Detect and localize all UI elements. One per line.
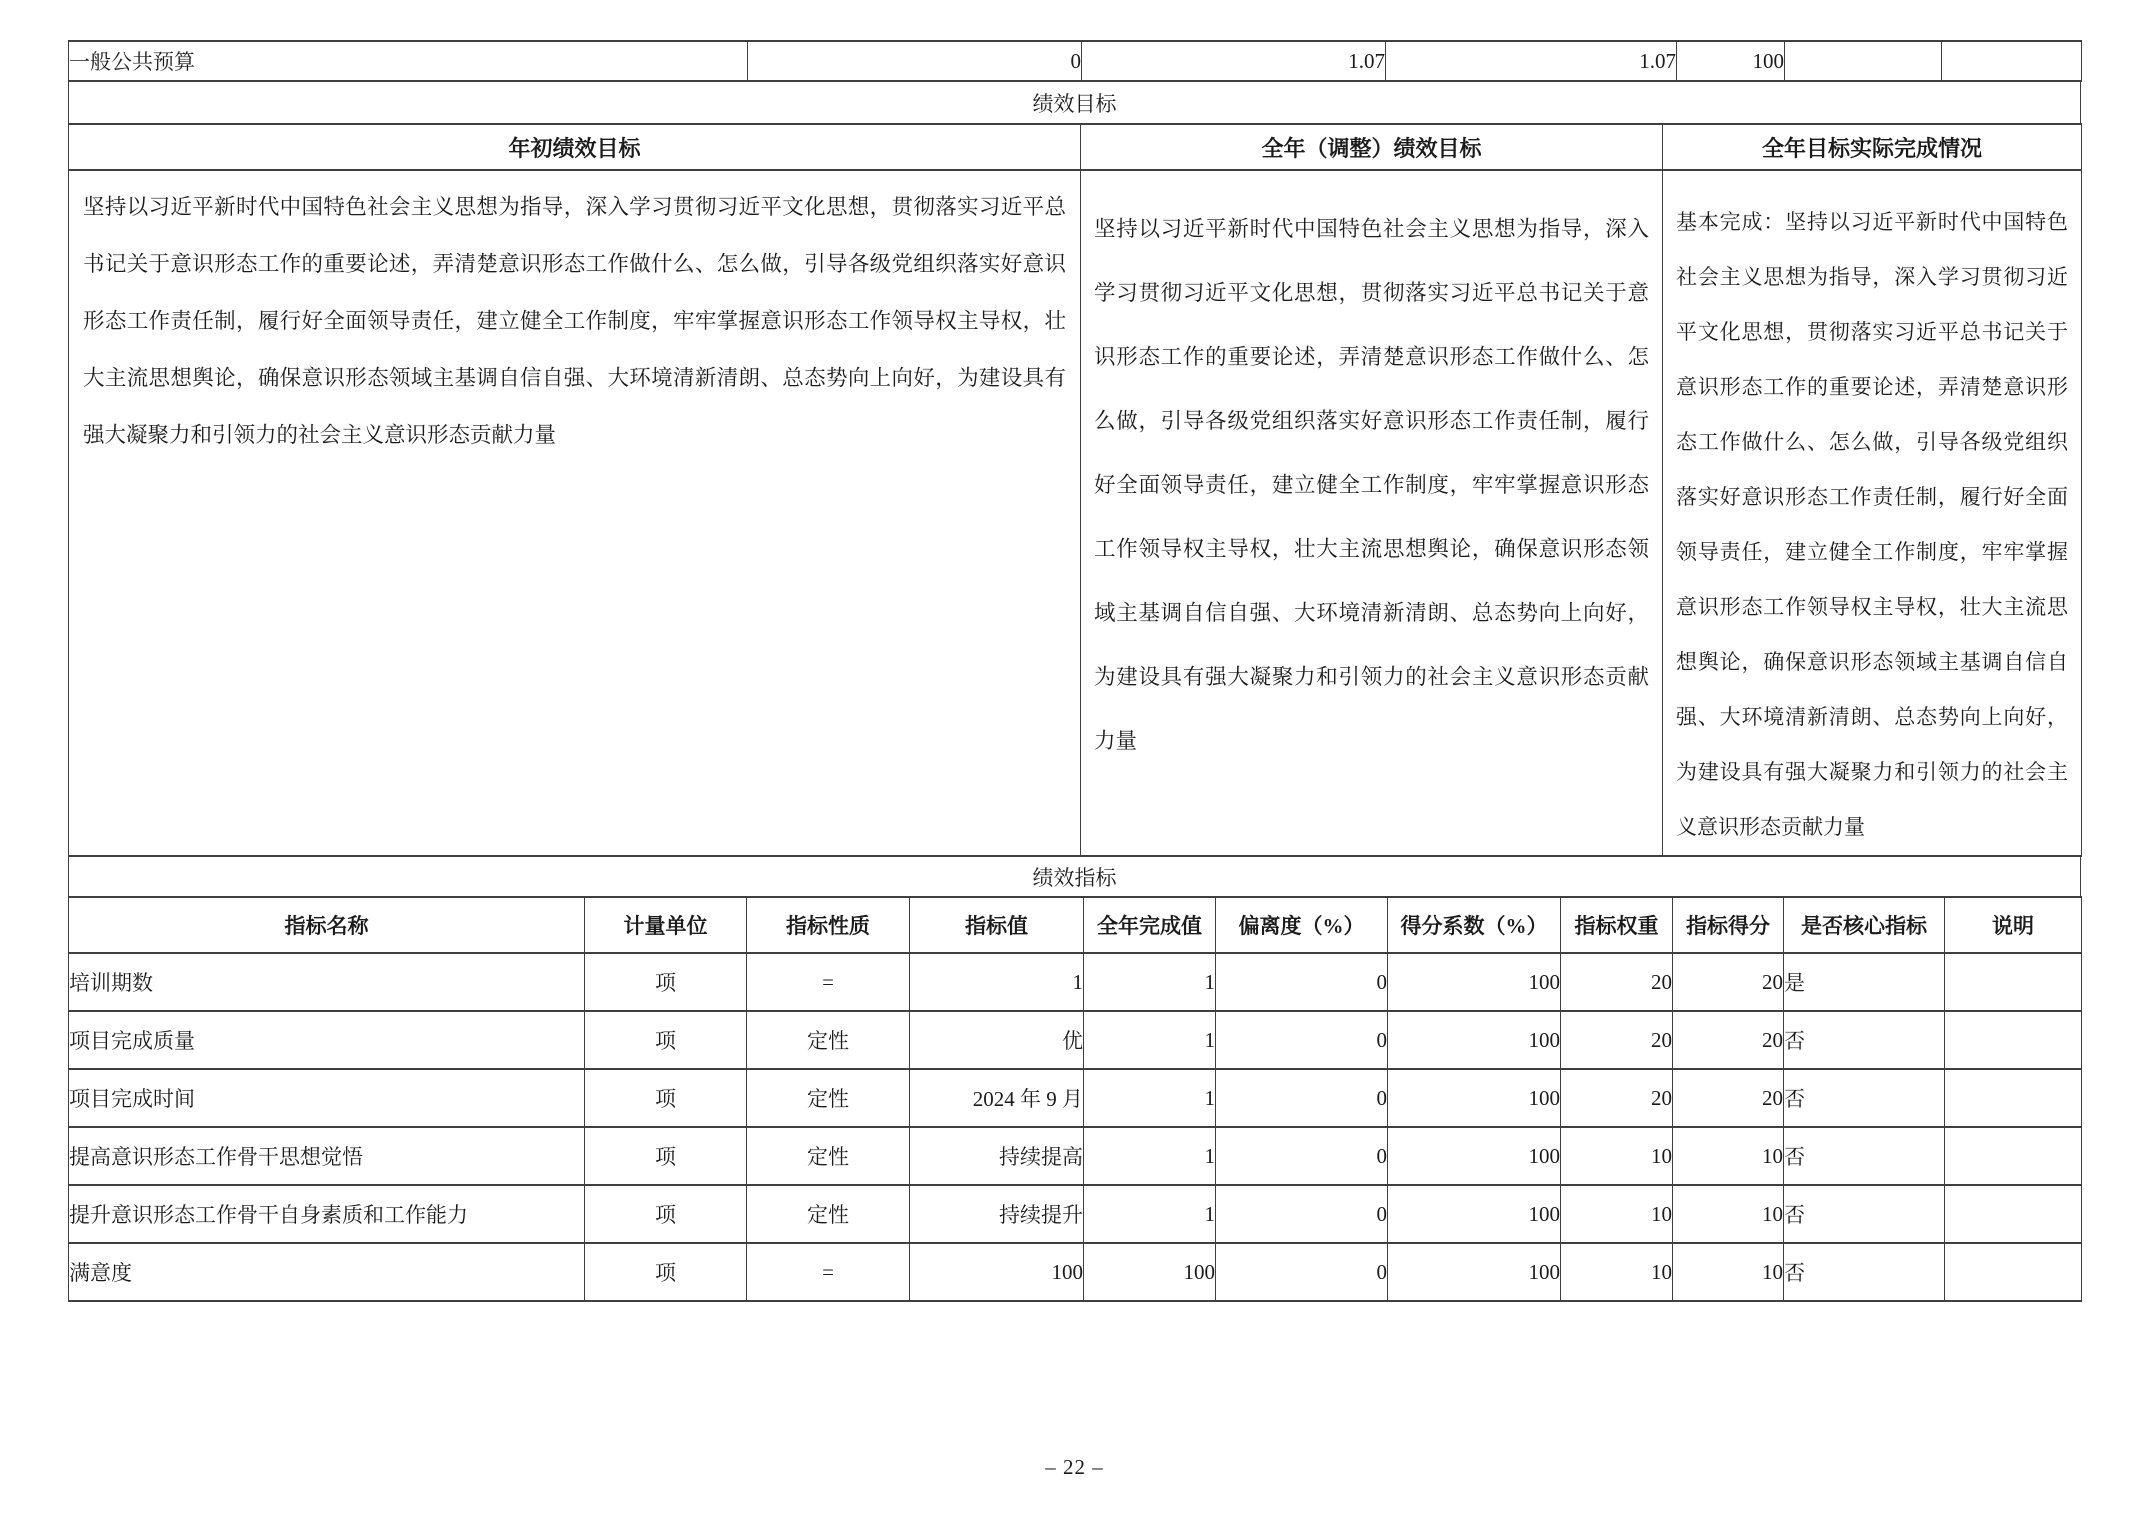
indicator-cell: 是 bbox=[1784, 953, 1945, 1011]
performance-goals-title: 绩效目标 bbox=[69, 81, 2081, 124]
indicator-cell: 0 bbox=[1216, 1185, 1388, 1243]
goal-paragraph-actual: 基本完成：坚持以习近平新时代中国特色社会主义思想为指导，深入学习贯彻习近平文化思想，贯彻落实习近平总书记关于意识形态工作的重要论述，弄清楚意识形态工作做什么、怎么做，引导各级党组织落实好意识形态工作责任制，履行好全面领导责任，建立健全工作制度，牢牢掌握意识形态工作领导权主导权，壮大主流思想舆论，确保意识形态领域主基调自信自强、大环境清新清朗、总态势向上向好，为建设具有强大凝聚力和引领力的社会主义意识形态贡献力量 bbox=[1676, 210, 2068, 839]
indicator-cell: 否 bbox=[1784, 1011, 1945, 1069]
indicator-cell: 2024 年 9 月 bbox=[910, 1069, 1084, 1127]
indicator-column-header: 指标得分 bbox=[1673, 897, 1784, 953]
indicator-cell: 1 bbox=[1084, 953, 1216, 1011]
indicator-cell bbox=[1945, 1127, 2082, 1185]
indicator-cell: 0 bbox=[1216, 953, 1388, 1011]
indicator-cell: 项 bbox=[585, 1243, 747, 1301]
indicator-cell: = bbox=[747, 1243, 910, 1301]
indicator-cell: 项 bbox=[585, 953, 747, 1011]
indicator-column-header: 计量单位 bbox=[585, 897, 747, 953]
indicator-cell: 20 bbox=[1673, 1069, 1784, 1127]
indicator-column-header: 全年完成值 bbox=[1084, 897, 1216, 953]
goal-column-header: 年初绩效目标 bbox=[69, 124, 1081, 170]
goal-paragraph-initial: 坚持以习近平新时代中国特色社会主义思想为指导，深入学习贯彻习近平文化思想，贯彻落实习近平总书记关于意识形态工作的重要论述，弄清楚意识形态工作做什么、怎么做，引导各级党组织落实好意识形态工作责任制，履行好全面领导责任，建立健全工作制度，牢牢掌握意识形态工作领导权主导权，壮大主流思想舆论，确保意识形态领域主基调自信自强、大环境清新清朗、总态势向上向好，为建设具有强大凝聚力和引领力的社会主义意识形态贡献力量 bbox=[83, 195, 1066, 447]
goal-column-header: 全年目标实际完成情况 bbox=[1663, 124, 2082, 170]
indicator-column-header: 指标名称 bbox=[69, 897, 585, 953]
indicator-column-header: 偏离度（%） bbox=[1216, 897, 1388, 953]
indicator-cell: 满意度 bbox=[69, 1243, 585, 1301]
indicator-cell: 100 bbox=[1388, 1127, 1561, 1185]
goal-column-header: 全年（调整）绩效目标 bbox=[1081, 124, 1663, 170]
indicator-cell: 10 bbox=[1673, 1185, 1784, 1243]
indicator-cell: 10 bbox=[1561, 1127, 1673, 1185]
indicator-cell: 100 bbox=[1388, 1011, 1561, 1069]
indicator-cell: 1 bbox=[1084, 1011, 1216, 1069]
budget-row bbox=[69, 41, 2082, 81]
indicator-cell: 提升意识形态工作骨干自身素质和工作能力 bbox=[69, 1185, 585, 1243]
indicator-cell bbox=[1945, 1011, 2082, 1069]
indicator-row bbox=[69, 1243, 2082, 1301]
indicator-cell: 项目完成质量 bbox=[69, 1011, 585, 1069]
indicator-cell: 项目完成时间 bbox=[69, 1069, 585, 1127]
indicator-cell: 100 bbox=[1388, 1069, 1561, 1127]
indicator-cell: 0 bbox=[1216, 1127, 1388, 1185]
indicator-cell: 优 bbox=[910, 1011, 1084, 1069]
indicator-column-header: 指标权重 bbox=[1561, 897, 1673, 953]
indicator-cell: 1 bbox=[1084, 1069, 1216, 1127]
indicator-cell: 20 bbox=[1561, 953, 1673, 1011]
page-number: – 22 – bbox=[1045, 1455, 1104, 1479]
indicator-cell: 0 bbox=[1216, 1011, 1388, 1069]
indicator-cell: 定性 bbox=[747, 1185, 910, 1243]
indicator-column-header: 得分系数（%） bbox=[1388, 897, 1561, 953]
indicator-cell: 提高意识形态工作骨干思想觉悟 bbox=[69, 1127, 585, 1185]
goals-header-row bbox=[69, 124, 2082, 170]
indicator-cell: 定性 bbox=[747, 1011, 910, 1069]
indicator-cell: 100 bbox=[1388, 1243, 1561, 1301]
indicator-cell: 项 bbox=[585, 1127, 747, 1185]
indicator-cell: 10 bbox=[1673, 1243, 1784, 1301]
indicator-cell bbox=[1945, 1243, 2082, 1301]
performance-indicators-title-row bbox=[68, 855, 2081, 898]
indicator-cell: 定性 bbox=[747, 1127, 910, 1185]
indicator-cell: 100 bbox=[1388, 1185, 1561, 1243]
indicator-header-row bbox=[69, 897, 2082, 953]
performance-goals-table bbox=[68, 123, 2082, 857]
indicator-cell: 项 bbox=[585, 1011, 747, 1069]
performance-indicators-title: 绩效指标 bbox=[69, 856, 2081, 897]
indicator-cell: 项 bbox=[585, 1185, 747, 1243]
goals-body-row bbox=[69, 170, 2082, 856]
indicator-cell: 1 bbox=[1084, 1127, 1216, 1185]
indicator-cell: 0 bbox=[1216, 1069, 1388, 1127]
budget-value-cell bbox=[1785, 41, 1942, 81]
budget-value-cell: 1.07 bbox=[1082, 41, 1386, 81]
indicator-cell: 100 bbox=[1084, 1243, 1216, 1301]
indicator-cell: 持续提升 bbox=[910, 1185, 1084, 1243]
performance-indicators-table bbox=[68, 896, 2082, 1302]
indicator-cell: 10 bbox=[1561, 1243, 1673, 1301]
performance-goals-title-row bbox=[68, 80, 2081, 125]
indicator-cell: 1 bbox=[910, 953, 1084, 1011]
indicator-column-header: 指标性质 bbox=[747, 897, 910, 953]
indicator-column-header: 是否核心指标 bbox=[1784, 897, 1945, 953]
indicator-cell: = bbox=[747, 953, 910, 1011]
indicator-column-header: 说明 bbox=[1945, 897, 2082, 953]
budget-value-cell: 1.07 bbox=[1386, 41, 1677, 81]
indicator-cell: 10 bbox=[1561, 1185, 1673, 1243]
indicator-column-header: 指标值 bbox=[910, 897, 1084, 953]
indicator-cell bbox=[1945, 1185, 2082, 1243]
indicator-row bbox=[69, 1127, 2082, 1185]
indicator-cell: 20 bbox=[1561, 1011, 1673, 1069]
budget-summary-table bbox=[68, 40, 2082, 82]
indicator-cell bbox=[1945, 953, 2082, 1011]
indicator-cell: 10 bbox=[1673, 1127, 1784, 1185]
report-table-area bbox=[68, 40, 2081, 1302]
indicator-cell: 20 bbox=[1561, 1069, 1673, 1127]
indicator-cell bbox=[1945, 1069, 2082, 1127]
indicator-cell: 否 bbox=[1784, 1185, 1945, 1243]
budget-value-cell: 0 bbox=[748, 41, 1082, 81]
indicator-cell: 20 bbox=[1673, 1011, 1784, 1069]
indicator-cell: 持续提高 bbox=[910, 1127, 1084, 1185]
indicator-cell: 20 bbox=[1673, 953, 1784, 1011]
indicator-row bbox=[69, 953, 2082, 1011]
indicator-row bbox=[69, 1185, 2082, 1243]
indicator-cell: 否 bbox=[1784, 1127, 1945, 1185]
indicator-cell: 否 bbox=[1784, 1243, 1945, 1301]
indicator-cell: 否 bbox=[1784, 1069, 1945, 1127]
indicator-cell: 100 bbox=[910, 1243, 1084, 1301]
goal-paragraph-adjusted: 坚持以习近平新时代中国特色社会主义思想为指导，深入学习贯彻习近平文化思想，贯彻落实习近平总书记关于意识形态工作的重要论述，弄清楚意识形态工作做什么、怎么做，引导各级党组织落实好意识形态工作责任制，履行好全面领导责任，建立健全工作制度，牢牢掌握意识形态工作领导权主导权，壮大主流思想舆论，确保意识形态领域主基调自信自强、大环境清新清朗、总态势向上向好，为建设具有强大凝聚力和引领力的社会主义意识形态贡献力量 bbox=[1094, 217, 1649, 753]
budget-value-cell bbox=[1942, 41, 2082, 81]
indicator-row bbox=[69, 1069, 2082, 1127]
budget-row-label: 一般公共预算 bbox=[69, 41, 748, 81]
budget-value-cell: 100 bbox=[1677, 41, 1785, 81]
indicator-cell: 定性 bbox=[747, 1069, 910, 1127]
indicator-row bbox=[69, 1011, 2082, 1069]
indicator-cell: 培训期数 bbox=[69, 953, 585, 1011]
indicator-cell: 项 bbox=[585, 1069, 747, 1127]
indicator-cell: 1 bbox=[1084, 1185, 1216, 1243]
indicator-cell: 100 bbox=[1388, 953, 1561, 1011]
indicator-cell: 0 bbox=[1216, 1243, 1388, 1301]
